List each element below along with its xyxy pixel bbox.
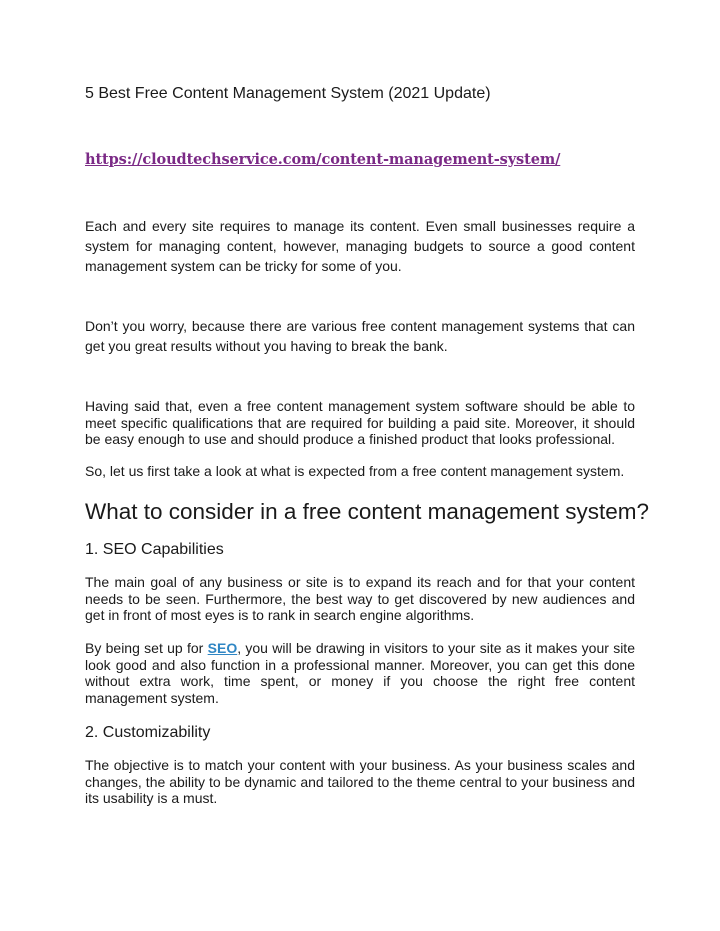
- customizability-paragraph: The objective is to match your content with your business. As your business scales and changes, the ability to be dynamic and tailored to the theme central to your business and its usability is a must.: [85, 757, 635, 806]
- seo-paragraph-2-start: By being set up for: [85, 640, 208, 656]
- intro-paragraph-2: Don’t you worry, because there are various free content management systems that can get you great results without you having to break the bank.: [85, 318, 635, 354]
- seo-paragraph-2: [85, 640, 635, 706]
- intro-paragraph-1: Each and every site requires to manage its content. Even small businesses require a system for managing content, however, managing budgets to source a good content management system can be tricky for some of you.: [85, 218, 635, 274]
- source-url-link[interactable]: https://cloudtechservice.com/content-management-system/: [85, 151, 561, 168]
- section-heading: What to consider in a free content management system?: [85, 499, 650, 524]
- intro-paragraph-3: Having said that, even a free content management system software should be able to meet specific qualifications that are required for building a paid site. Moreover, it should be easy enough to use and should produce a finished product that looks professional.: [85, 398, 635, 447]
- seo-paragraph-2-end: , you will be drawing in visitors to your site as it makes your site look good and also function in a professional manner. Moreover, you can get this done without extra work, time spent, or money if you choose the right free content management system.: [85, 640, 635, 706]
- seo-link[interactable]: SEO: [207, 640, 238, 656]
- intro-paragraph-4: So, let us first take a look at what is expected from a free content management system.: [85, 463, 625, 479]
- document-title: 5 Best Free Content Management System (2021 Update): [85, 85, 491, 102]
- subheading-seo-capabilities: 1. SEO Capabilities: [85, 541, 224, 558]
- seo-paragraph-1: The main goal of any business or site is to expand its reach and for that your content needs to be seen. Furthermore, the best way to get discovered by new audiences and get in front of most eyes is to rank in search engine algorithms.: [85, 574, 635, 623]
- subheading-customizability: 2. Customizability: [85, 724, 211, 741]
